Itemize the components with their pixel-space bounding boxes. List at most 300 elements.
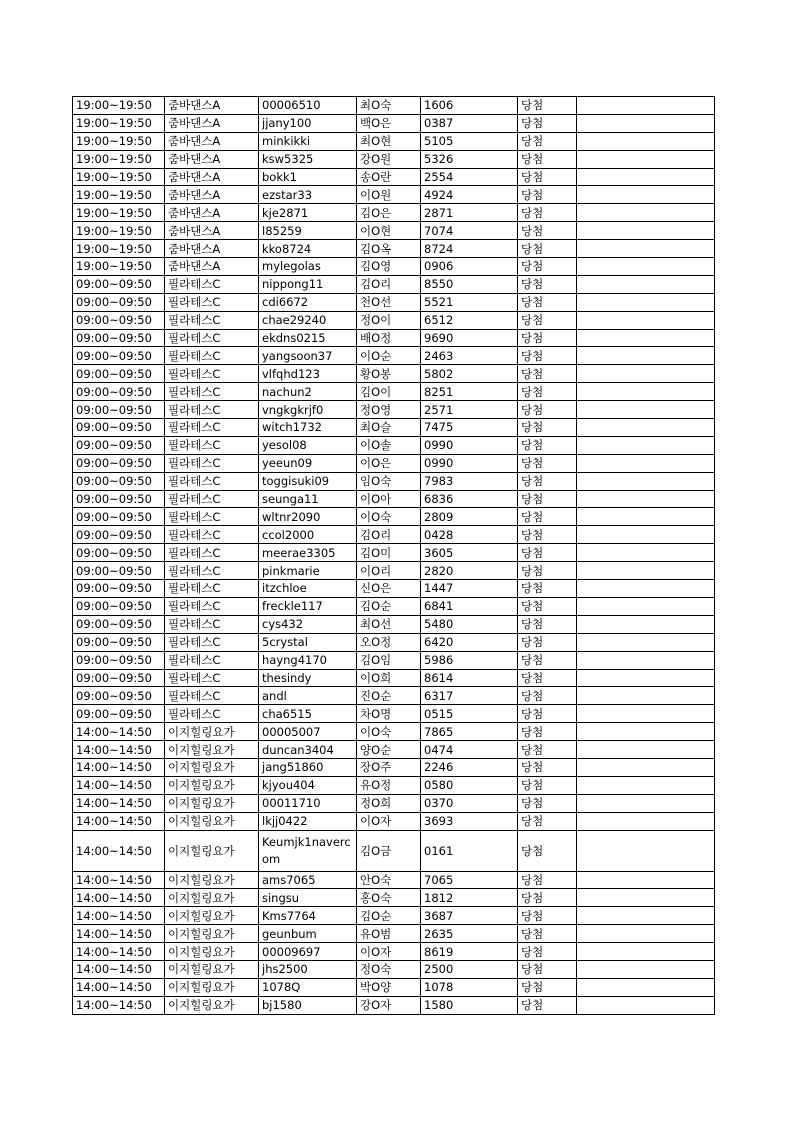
class-name-cell: 필라테스C xyxy=(165,705,259,723)
time-cell: 14:00~14:50 xyxy=(73,776,165,794)
time-cell: 19:00~19:50 xyxy=(73,132,165,150)
member-name-cell: 최O현 xyxy=(357,132,421,150)
table-row xyxy=(73,526,715,544)
member-name-cell: 이O숙 xyxy=(357,508,421,526)
time-cell: 09:00~09:50 xyxy=(73,615,165,633)
member-name-cell: 김O은 xyxy=(357,204,421,222)
class-name-cell: 필라테스C xyxy=(165,454,259,472)
time-cell: 09:00~09:50 xyxy=(73,365,165,383)
class-name-cell: 줌바댄스A xyxy=(165,97,259,115)
result-cell: 당첨 xyxy=(518,705,577,723)
phone-digits-cell: 5480 xyxy=(421,615,518,633)
time-cell: 09:00~09:50 xyxy=(73,508,165,526)
table-row xyxy=(73,114,715,132)
note-cell xyxy=(577,889,715,907)
time-cell: 19:00~19:50 xyxy=(73,150,165,168)
member-name-cell: 이O자 xyxy=(357,943,421,961)
time-cell: 14:00~14:50 xyxy=(73,758,165,776)
phone-digits-cell: 8619 xyxy=(421,943,518,961)
result-cell: 당첨 xyxy=(518,275,577,293)
note-cell xyxy=(577,365,715,383)
phone-digits-cell: 5105 xyxy=(421,132,518,150)
user-id-cell: geunbum xyxy=(259,925,357,943)
table-row xyxy=(73,365,715,383)
table-row xyxy=(73,925,715,943)
result-cell: 당첨 xyxy=(518,311,577,329)
member-name-cell: 최O선 xyxy=(357,615,421,633)
user-id-cell: kko8724 xyxy=(259,240,357,258)
class-name-cell: 필라테스C xyxy=(165,419,259,437)
table-row xyxy=(73,168,715,186)
class-name-cell: 필라테스C xyxy=(165,580,259,598)
user-id-cell: Kms7764 xyxy=(259,907,357,925)
user-id-cell: bj1580 xyxy=(259,996,357,1014)
result-cell: 당첨 xyxy=(518,222,577,240)
table-row xyxy=(73,830,715,871)
note-cell xyxy=(577,204,715,222)
result-cell: 당첨 xyxy=(518,758,577,776)
time-cell: 09:00~09:50 xyxy=(73,544,165,562)
time-cell: 09:00~09:50 xyxy=(73,329,165,347)
note-cell xyxy=(577,168,715,186)
table-row xyxy=(73,794,715,812)
user-id-cell: andl xyxy=(259,687,357,705)
note-cell xyxy=(577,97,715,115)
user-id-cell: singsu xyxy=(259,889,357,907)
table-row xyxy=(73,907,715,925)
member-name-cell: 차O명 xyxy=(357,705,421,723)
phone-digits-cell: 8251 xyxy=(421,383,518,401)
phone-digits-cell: 0515 xyxy=(421,705,518,723)
time-cell: 14:00~14:50 xyxy=(73,889,165,907)
class-name-cell: 필라테스C xyxy=(165,365,259,383)
phone-digits-cell: 2635 xyxy=(421,925,518,943)
user-id-cell: kje2871 xyxy=(259,204,357,222)
member-name-cell: 안O숙 xyxy=(357,871,421,889)
note-cell xyxy=(577,776,715,794)
class-name-cell: 이지힐링요가 xyxy=(165,812,259,830)
note-cell xyxy=(577,562,715,580)
phone-digits-cell: 2554 xyxy=(421,168,518,186)
member-name-cell: 이O숙 xyxy=(357,723,421,741)
result-cell: 당첨 xyxy=(518,794,577,812)
phone-digits-cell: 7475 xyxy=(421,419,518,437)
phone-digits-cell: 6836 xyxy=(421,490,518,508)
note-cell xyxy=(577,907,715,925)
user-id-cell: yesol08 xyxy=(259,436,357,454)
user-id-cell: 00009697 xyxy=(259,943,357,961)
result-cell: 당첨 xyxy=(518,943,577,961)
member-name-cell: 송O란 xyxy=(357,168,421,186)
note-cell xyxy=(577,454,715,472)
time-cell: 09:00~09:50 xyxy=(73,705,165,723)
table-row xyxy=(73,633,715,651)
result-cell: 당첨 xyxy=(518,544,577,562)
table-row xyxy=(73,97,715,115)
result-cell: 당첨 xyxy=(518,97,577,115)
result-cell: 당첨 xyxy=(518,508,577,526)
time-cell: 09:00~09:50 xyxy=(73,472,165,490)
table-row xyxy=(73,258,715,276)
note-cell xyxy=(577,687,715,705)
result-cell: 당첨 xyxy=(518,365,577,383)
time-cell: 14:00~14:50 xyxy=(73,943,165,961)
note-cell xyxy=(577,311,715,329)
result-cell: 당첨 xyxy=(518,436,577,454)
class-name-cell: 이지힐링요가 xyxy=(165,943,259,961)
result-cell: 당첨 xyxy=(518,204,577,222)
time-cell: 14:00~14:50 xyxy=(73,812,165,830)
table-row xyxy=(73,741,715,759)
class-name-cell: 줌바댄스A xyxy=(165,168,259,186)
result-cell: 당첨 xyxy=(518,150,577,168)
time-cell: 14:00~14:50 xyxy=(73,978,165,996)
class-name-cell: 이지힐링요가 xyxy=(165,925,259,943)
class-name-cell: 필라테스C xyxy=(165,275,259,293)
user-id-cell: pinkmarie xyxy=(259,562,357,580)
member-name-cell: 강O자 xyxy=(357,996,421,1014)
member-name-cell: 김O금 xyxy=(357,830,421,871)
result-cell: 당첨 xyxy=(518,419,577,437)
note-cell xyxy=(577,597,715,615)
user-id-cell: witch1732 xyxy=(259,419,357,437)
phone-digits-cell: 9690 xyxy=(421,329,518,347)
phone-digits-cell: 3605 xyxy=(421,544,518,562)
member-name-cell: 김O미 xyxy=(357,544,421,562)
member-name-cell: 김O리 xyxy=(357,526,421,544)
time-cell: 09:00~09:50 xyxy=(73,669,165,687)
user-id-cell: ams7065 xyxy=(259,871,357,889)
note-cell xyxy=(577,758,715,776)
member-name-cell: 이O솔 xyxy=(357,436,421,454)
table-row xyxy=(73,383,715,401)
time-cell: 09:00~09:50 xyxy=(73,419,165,437)
class-name-cell: 필라테스C xyxy=(165,311,259,329)
user-id-cell: nachun2 xyxy=(259,383,357,401)
phone-digits-cell: 1606 xyxy=(421,97,518,115)
user-id-cell: 00005007 xyxy=(259,723,357,741)
result-cell: 당첨 xyxy=(518,401,577,419)
table-row xyxy=(73,996,715,1014)
note-cell xyxy=(577,419,715,437)
time-cell: 09:00~09:50 xyxy=(73,347,165,365)
note-cell xyxy=(577,329,715,347)
phone-digits-cell: 2246 xyxy=(421,758,518,776)
result-cell: 당첨 xyxy=(518,240,577,258)
time-cell: 09:00~09:50 xyxy=(73,490,165,508)
table-row xyxy=(73,812,715,830)
time-cell: 09:00~09:50 xyxy=(73,383,165,401)
phone-digits-cell: 0580 xyxy=(421,776,518,794)
result-cell: 당첨 xyxy=(518,925,577,943)
table-row xyxy=(73,669,715,687)
result-cell: 당첨 xyxy=(518,996,577,1014)
user-id-cell: ezstar33 xyxy=(259,186,357,204)
note-cell xyxy=(577,943,715,961)
member-name-cell: 김O순 xyxy=(357,597,421,615)
phone-digits-cell: 6841 xyxy=(421,597,518,615)
phone-digits-cell: 6317 xyxy=(421,687,518,705)
time-cell: 14:00~14:50 xyxy=(73,794,165,812)
table-row xyxy=(73,275,715,293)
phone-digits-cell: 7074 xyxy=(421,222,518,240)
user-id-cell: freckle117 xyxy=(259,597,357,615)
result-cell: 당첨 xyxy=(518,615,577,633)
user-id-cell: mylegolas xyxy=(259,258,357,276)
class-name-cell: 줌바댄스A xyxy=(165,240,259,258)
class-name-cell: 줌바댄스A xyxy=(165,132,259,150)
table-row xyxy=(73,401,715,419)
user-id-cell: vlfqhd123 xyxy=(259,365,357,383)
phone-digits-cell: 0387 xyxy=(421,114,518,132)
time-cell: 09:00~09:50 xyxy=(73,401,165,419)
phone-digits-cell: 0370 xyxy=(421,794,518,812)
member-name-cell: 천O선 xyxy=(357,293,421,311)
result-cell: 당첨 xyxy=(518,490,577,508)
time-cell: 14:00~14:50 xyxy=(73,723,165,741)
class-name-cell: 이지힐링요가 xyxy=(165,996,259,1014)
table-row xyxy=(73,311,715,329)
class-name-cell: 필라테스C xyxy=(165,526,259,544)
time-cell: 19:00~19:50 xyxy=(73,240,165,258)
member-name-cell: 정O이 xyxy=(357,311,421,329)
user-id-cell: chae29240 xyxy=(259,311,357,329)
class-name-cell: 필라테스C xyxy=(165,383,259,401)
time-cell: 19:00~19:50 xyxy=(73,258,165,276)
table-row xyxy=(73,329,715,347)
time-cell: 19:00~19:50 xyxy=(73,204,165,222)
note-cell xyxy=(577,436,715,454)
class-name-cell: 필라테스C xyxy=(165,329,259,347)
table-row xyxy=(73,186,715,204)
user-id-cell: vngkgkrjf0 xyxy=(259,401,357,419)
table-row xyxy=(73,615,715,633)
user-id-cell: wltnr2090 xyxy=(259,508,357,526)
table-row xyxy=(73,472,715,490)
class-name-cell: 필라테스C xyxy=(165,401,259,419)
member-name-cell: 신O은 xyxy=(357,580,421,598)
phone-digits-cell: 7065 xyxy=(421,871,518,889)
result-cell: 당첨 xyxy=(518,132,577,150)
user-id-cell: lkjj0422 xyxy=(259,812,357,830)
phone-digits-cell: 0161 xyxy=(421,830,518,871)
result-cell: 당첨 xyxy=(518,687,577,705)
member-name-cell: 김O임 xyxy=(357,651,421,669)
table-row xyxy=(73,723,715,741)
note-cell xyxy=(577,293,715,311)
note-cell xyxy=(577,258,715,276)
class-name-cell: 이지힐링요가 xyxy=(165,907,259,925)
time-cell: 19:00~19:50 xyxy=(73,222,165,240)
time-cell: 14:00~14:50 xyxy=(73,871,165,889)
note-cell xyxy=(577,114,715,132)
time-cell: 09:00~09:50 xyxy=(73,526,165,544)
table-row xyxy=(73,889,715,907)
user-id-cell: cys432 xyxy=(259,615,357,633)
note-cell xyxy=(577,651,715,669)
time-cell: 09:00~09:50 xyxy=(73,293,165,311)
note-cell xyxy=(577,526,715,544)
note-cell xyxy=(577,812,715,830)
note-cell xyxy=(577,508,715,526)
phone-digits-cell: 5521 xyxy=(421,293,518,311)
user-id-cell: yangsoon37 xyxy=(259,347,357,365)
note-cell xyxy=(577,633,715,651)
member-name-cell: 김O옥 xyxy=(357,240,421,258)
class-name-cell: 필라테스C xyxy=(165,633,259,651)
member-name-cell: 김O리 xyxy=(357,275,421,293)
time-cell: 09:00~09:50 xyxy=(73,436,165,454)
phone-digits-cell: 2820 xyxy=(421,562,518,580)
note-cell xyxy=(577,960,715,978)
note-cell xyxy=(577,794,715,812)
class-name-cell: 필라테스C xyxy=(165,508,259,526)
member-name-cell: 최O슬 xyxy=(357,419,421,437)
phone-digits-cell: 2571 xyxy=(421,401,518,419)
result-cell: 당첨 xyxy=(518,669,577,687)
table-row xyxy=(73,687,715,705)
member-name-cell: 오O정 xyxy=(357,633,421,651)
user-id-cell: 00006510 xyxy=(259,97,357,115)
result-cell: 당첨 xyxy=(518,526,577,544)
phone-digits-cell: 8614 xyxy=(421,669,518,687)
member-name-cell: 홍O숙 xyxy=(357,889,421,907)
note-cell xyxy=(577,580,715,598)
note-cell xyxy=(577,472,715,490)
phone-digits-cell: 0990 xyxy=(421,454,518,472)
result-cell: 당첨 xyxy=(518,293,577,311)
time-cell: 09:00~09:50 xyxy=(73,562,165,580)
result-cell: 당첨 xyxy=(518,258,577,276)
user-id-cell: l85259 xyxy=(259,222,357,240)
phone-digits-cell: 0990 xyxy=(421,436,518,454)
note-cell xyxy=(577,347,715,365)
user-id-cell: hayng4170 xyxy=(259,651,357,669)
table-row xyxy=(73,943,715,961)
class-name-cell: 이지힐링요가 xyxy=(165,794,259,812)
note-cell xyxy=(577,186,715,204)
table-row xyxy=(73,454,715,472)
user-id-cell: jjany100 xyxy=(259,114,357,132)
user-id-cell: duncan3404 xyxy=(259,741,357,759)
table-row xyxy=(73,562,715,580)
user-id-cell: ccol2000 xyxy=(259,526,357,544)
phone-digits-cell: 5326 xyxy=(421,150,518,168)
user-id-cell: itzchloe xyxy=(259,580,357,598)
result-cell: 당첨 xyxy=(518,741,577,759)
class-name-cell: 필라테스C xyxy=(165,615,259,633)
user-id-cell: thesindy xyxy=(259,669,357,687)
phone-digits-cell: 6512 xyxy=(421,311,518,329)
user-id-cell: Keumjk1navercom xyxy=(259,830,357,871)
class-name-cell: 필라테스C xyxy=(165,687,259,705)
phone-digits-cell: 7983 xyxy=(421,472,518,490)
user-id-cell: toggisuki09 xyxy=(259,472,357,490)
class-name-cell: 필라테스C xyxy=(165,651,259,669)
phone-digits-cell: 1078 xyxy=(421,978,518,996)
result-cell: 당첨 xyxy=(518,830,577,871)
user-id-cell: minkikki xyxy=(259,132,357,150)
phone-digits-cell: 2500 xyxy=(421,960,518,978)
phone-digits-cell: 2809 xyxy=(421,508,518,526)
class-name-cell: 줌바댄스A xyxy=(165,114,259,132)
phone-digits-cell: 1447 xyxy=(421,580,518,598)
note-cell xyxy=(577,925,715,943)
member-name-cell: 강O원 xyxy=(357,150,421,168)
note-cell xyxy=(577,544,715,562)
table-row xyxy=(73,222,715,240)
user-id-cell: cha6515 xyxy=(259,705,357,723)
table-row xyxy=(73,705,715,723)
member-name-cell: 이O희 xyxy=(357,669,421,687)
class-name-cell: 필라테스C xyxy=(165,490,259,508)
member-name-cell: 이O아 xyxy=(357,490,421,508)
phone-digits-cell: 0474 xyxy=(421,741,518,759)
user-id-cell: jang51860 xyxy=(259,758,357,776)
user-id-cell: yeeun09 xyxy=(259,454,357,472)
table-row xyxy=(73,758,715,776)
user-id-cell: nippong11 xyxy=(259,275,357,293)
time-cell: 19:00~19:50 xyxy=(73,186,165,204)
phone-digits-cell: 3693 xyxy=(421,812,518,830)
member-name-cell: 백O은 xyxy=(357,114,421,132)
note-cell xyxy=(577,741,715,759)
result-cell: 당첨 xyxy=(518,472,577,490)
time-cell: 09:00~09:50 xyxy=(73,580,165,598)
phone-digits-cell: 0906 xyxy=(421,258,518,276)
time-cell: 19:00~19:50 xyxy=(73,168,165,186)
member-name-cell: 황O봉 xyxy=(357,365,421,383)
table-row xyxy=(73,293,715,311)
table-row xyxy=(73,204,715,222)
phone-digits-cell: 2871 xyxy=(421,204,518,222)
phone-digits-cell: 1812 xyxy=(421,889,518,907)
phone-digits-cell: 7865 xyxy=(421,723,518,741)
user-id-cell: 1078Q xyxy=(259,978,357,996)
note-cell xyxy=(577,275,715,293)
time-cell: 09:00~09:50 xyxy=(73,633,165,651)
class-name-cell: 줌바댄스A xyxy=(165,150,259,168)
class-name-cell: 필라테스C xyxy=(165,293,259,311)
phone-digits-cell: 3687 xyxy=(421,907,518,925)
time-cell: 14:00~14:50 xyxy=(73,907,165,925)
class-name-cell: 이지힐링요가 xyxy=(165,741,259,759)
time-cell: 19:00~19:50 xyxy=(73,114,165,132)
note-cell xyxy=(577,150,715,168)
note-cell xyxy=(577,383,715,401)
result-cell: 당첨 xyxy=(518,871,577,889)
result-cell: 당첨 xyxy=(518,454,577,472)
result-cell: 당첨 xyxy=(518,347,577,365)
phone-digits-cell: 5802 xyxy=(421,365,518,383)
time-cell: 09:00~09:50 xyxy=(73,597,165,615)
class-name-cell: 필라테스C xyxy=(165,562,259,580)
time-cell: 14:00~14:50 xyxy=(73,830,165,871)
class-name-cell: 이지힐링요가 xyxy=(165,723,259,741)
class-name-cell: 필라테스C xyxy=(165,669,259,687)
class-name-cell: 이지힐링요가 xyxy=(165,978,259,996)
member-name-cell: 최O숙 xyxy=(357,97,421,115)
member-name-cell: 양O순 xyxy=(357,741,421,759)
note-cell xyxy=(577,723,715,741)
member-name-cell: 김O순 xyxy=(357,907,421,925)
result-cell: 당첨 xyxy=(518,978,577,996)
phone-digits-cell: 4924 xyxy=(421,186,518,204)
table-row xyxy=(73,490,715,508)
winners-table xyxy=(72,96,715,1015)
result-cell: 당첨 xyxy=(518,329,577,347)
class-name-cell: 이지힐링요가 xyxy=(165,758,259,776)
